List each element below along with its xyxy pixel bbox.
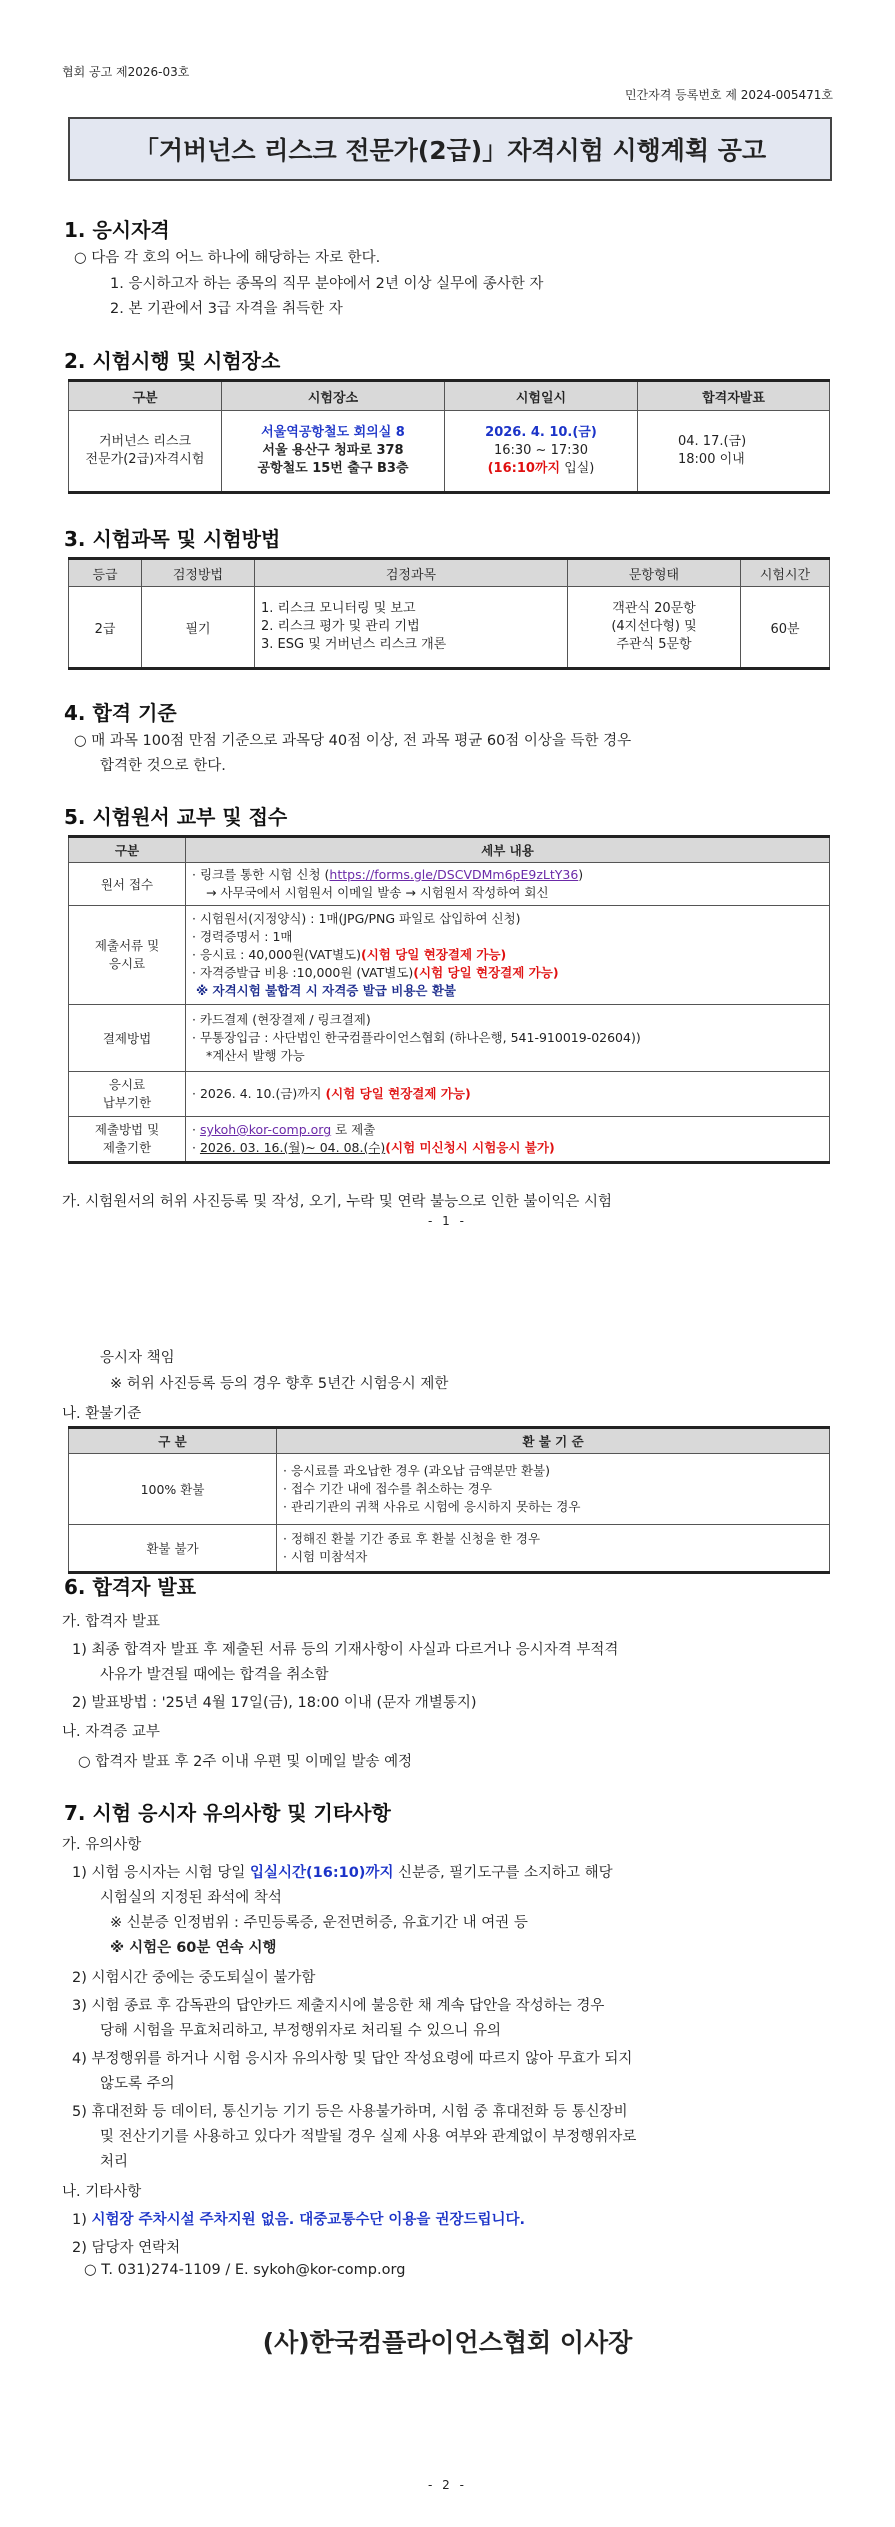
col-category: 구분 bbox=[69, 381, 222, 411]
registration-number: 민간자격 등록번호 제 2024-005471호 bbox=[624, 88, 833, 102]
sec7-i3-1: 3) 시험 종료 후 감독관의 답안카드 제출지시에 불응한 채 계속 답안을 작성하는 경우 bbox=[72, 1998, 605, 2014]
sec1-item-2: 2. 본 기관에서 3급 자격을 취득한 자 bbox=[110, 301, 343, 317]
sec6-b1: ○ 합격자 발표 후 2주 이내 우편 및 이메일 발송 예정 bbox=[78, 1754, 413, 1770]
sec7-i5-1: 5) 휴대전화 등 데이터, 통신기능 기기 등은 사용불가하며, 시험 중 휴대전화 등 통신장비 bbox=[72, 2104, 628, 2120]
section-5-heading: 5. 시험원서 교부 및 접수 bbox=[64, 805, 288, 829]
sec7-i4-2: 않도록 주의 bbox=[100, 2076, 175, 2092]
exam-category: 거버넌스 리스크 전문가(2급)자격시험 bbox=[69, 411, 222, 493]
section-2-heading: 2. 시험시행 및 시험장소 bbox=[64, 349, 281, 373]
exam-schedule-table bbox=[68, 379, 830, 494]
sec7-i2: 2) 시험시간 중에는 중도퇴실이 불가함 bbox=[72, 1970, 316, 1986]
section-1-heading: 1. 응시자격 bbox=[64, 218, 170, 242]
page-number-2: - 2 - bbox=[428, 2478, 467, 2492]
note-a-cont: 응시자 책임 bbox=[100, 1350, 175, 1366]
sec4-line-1: ○ 매 과목 100점 만점 기준으로 과목당 40점 이상, 전 과목 평균 60점 이상을 득한 경우 bbox=[74, 733, 632, 749]
col-app-category: 구분 bbox=[69, 837, 186, 863]
sec6-b: 나. 자격증 교부 bbox=[62, 1724, 160, 1740]
issuer-signature: (사)한국컴플라이언스협회 이사장 bbox=[262, 2328, 633, 2357]
sec7-contact: ○ T. 031)274-1109 / E. sykoh@kor-comp.org bbox=[84, 2262, 406, 2278]
sec6-a2: 2) 발표방법 : '25년 4월 17일(금), 18:00 이내 (문자 개별통지) bbox=[72, 1695, 477, 1711]
row-docs-label: 제출서류 및 응시료 bbox=[69, 906, 186, 1005]
notice-number: 협회 공고 제2026-03호 bbox=[62, 65, 190, 79]
col-format: 문항형태 bbox=[568, 559, 741, 587]
sec1-item-1: 1. 응시하고자 하는 종목의 직무 분야에서 2년 이상 실무에 종사한 자 bbox=[110, 276, 544, 292]
document-title: 「거버넌스 리스크 전문가(2급)」자격시험 시행계획 공고 bbox=[68, 117, 832, 181]
sec7-i5-2: 및 전산기기를 사용하고 있다가 적발될 경우 실제 사용 여부와 관계없이 부정행위자로 bbox=[100, 2129, 637, 2145]
row-deadline-label: 응시료 납부기한 bbox=[69, 1072, 186, 1117]
sec7-b2: 2) 담당자 연락처 bbox=[72, 2240, 181, 2256]
col-refund-criteria: 환 불 기 준 bbox=[277, 1428, 830, 1454]
duration-value: 60분 bbox=[741, 587, 830, 669]
row-apply-label: 원서 접수 bbox=[69, 863, 186, 906]
sec6-a1-2: 사유가 발견될 때에는 합격을 취소함 bbox=[100, 1667, 329, 1683]
sec7-duration-note: ※ 시험은 60분 연속 시행 bbox=[110, 1940, 277, 1956]
section-3-heading: 3. 시험과목 및 시험방법 bbox=[64, 527, 281, 551]
sec6-a1-1: 1) 최종 합격자 발표 후 제출된 서류 등의 기재사항이 사실과 다르거나 응시자격 부적격 bbox=[72, 1642, 619, 1658]
row-submit-label: 제출방법 및 제출기한 bbox=[69, 1117, 186, 1163]
row-deadline-detail: · 2026. 4. 10.(금)까지 (시험 당일 현장결제 가능) bbox=[186, 1072, 830, 1117]
refund-full-items: · 응시료를 과오납한 경우 (과오납 금액분만 환불) · 접수 기간 내에 접수를 취소하는 경우 · 관리기관의 귀책 사유로 시험에 응시하지 못하는 경우 bbox=[277, 1454, 830, 1525]
sec7-i4-1: 4) 부정행위를 하거나 시험 응시자 유의사항 및 답안 작성요령에 따르지 않아 무효가 되지 bbox=[72, 2051, 633, 2067]
sec7-b1: 1) 시험장 주차시설 주차지원 없음. 대중교통수단 이용을 권장드립니다. bbox=[72, 2212, 525, 2228]
col-method: 검정방법 bbox=[142, 559, 255, 587]
grade-value: 2급 bbox=[69, 587, 142, 669]
submit-email-link[interactable]: sykoh@kor-comp.org bbox=[199, 1122, 332, 1137]
note-a: 가. 시험원서의 허위 사진등록 및 작성, 오기, 누락 및 연락 불능으로 인한 불이익은 시험 bbox=[62, 1194, 612, 1210]
sec7-id-note: ※ 신분증 인정범위 : 주민등록증, 운전면허증, 유효기간 내 여권 등 bbox=[110, 1915, 528, 1931]
sec1-intro: ○ 다음 각 호의 어느 하나에 해당하는 자로 한다. bbox=[74, 250, 381, 266]
row-apply-detail: · 링크를 통한 시험 신청 (https://forms.gle/DSCVDMm6pE9zLtY36) → 사무국에서 시험원서 이메일 발송 → 시험원서 작성하여 회신 bbox=[186, 863, 830, 906]
col-subjects: 검정과목 bbox=[255, 559, 568, 587]
sec7-a: 가. 유의사항 bbox=[62, 1837, 142, 1853]
exam-place: 서울역공항철도 회의실 8 서울 용산구 청파로 378 공항철도 15번 출구 B3층 bbox=[222, 411, 445, 493]
page-number-1: - 1 - bbox=[428, 1214, 467, 1228]
col-datetime: 시험일시 bbox=[445, 381, 638, 411]
refund-full-label: 100% 환불 bbox=[69, 1454, 277, 1525]
sec4-line-2: 합격한 것으로 한다. bbox=[100, 758, 226, 774]
subjects-list: 1. 리스크 모니터링 및 보고 2. 리스크 평가 및 관리 기법 3. ESG 및 거버넌스 리스크 개론 bbox=[255, 587, 568, 669]
refund-heading: 나. 환불기준 bbox=[62, 1406, 142, 1422]
row-payment-label: 결제방법 bbox=[69, 1005, 186, 1072]
row-submit-detail: · sykoh@kor-comp.org 로 제출 · 2026. 03. 16.(월)~ 04. 08.(수)(시험 미신청시 시험응시 불가) bbox=[186, 1117, 830, 1163]
sec7-i1-cont: 시험실의 지정된 좌석에 착석 bbox=[100, 1890, 282, 1906]
row-docs-detail: · 시험원서(지정양식) : 1매(JPG/PNG 파일로 삽입하여 신청) · 경력증명서 : 1매 · 응시료 : 40,000원(VAT별도)(시험 당일 현장결제 가능) · 자격증발급 비용 :10,000원 (VAT별도)(시험 당일 현장결제 가능) ※ 자격시험 불합격 시 자격증 발급 비용은 환불 bbox=[186, 906, 830, 1005]
section-4-heading: 4. 합격 기준 bbox=[64, 701, 177, 725]
method-value: 필기 bbox=[142, 587, 255, 669]
refund-none-label: 환불 불가 bbox=[69, 1525, 277, 1573]
exam-subjects-table bbox=[68, 557, 830, 670]
col-duration: 시험시간 bbox=[741, 559, 830, 587]
sec7-i3-2: 당해 시험을 무효처리하고, 부정행위자로 처리될 수 있으니 유의 bbox=[100, 2023, 502, 2039]
col-grade: 등급 bbox=[69, 559, 142, 587]
exam-datetime: 2026. 4. 10.(금) 16:30 ~ 17:30 (16:10까지 입실) bbox=[445, 411, 638, 493]
section-7-heading: 7. 시험 응시자 유의사항 및 기타사항 bbox=[64, 1801, 391, 1825]
col-announce: 합격자발표 bbox=[638, 381, 830, 411]
apply-link[interactable]: https://forms.gle/DSCVDMm6pE9zLtY36 bbox=[329, 867, 579, 882]
sec7-i5-3: 처리 bbox=[100, 2154, 129, 2170]
col-app-detail: 세부 내용 bbox=[186, 837, 830, 863]
section-6-heading: 6. 합격자 발표 bbox=[64, 1575, 197, 1599]
sec6-a: 가. 합격자 발표 bbox=[62, 1614, 160, 1630]
application-table bbox=[68, 835, 830, 1164]
refund-none-items: · 정해진 환불 기간 종료 후 환불 신청을 한 경우 · 시험 미참석자 bbox=[277, 1525, 830, 1573]
sec7-i1: 1) 시험 응시자는 시험 당일 입실시간(16:10)까지 신분증, 필기도구를 소지하고 해당 bbox=[72, 1865, 613, 1881]
announce-date: 04. 17.(금) 18:00 이내 bbox=[638, 411, 830, 493]
col-refund-type: 구 분 bbox=[69, 1428, 277, 1454]
format-value: 객관식 20문항 (4지선다형) 및 주관식 5문항 bbox=[568, 587, 741, 669]
col-place: 시험장소 bbox=[222, 381, 445, 411]
sec7-b: 나. 기타사항 bbox=[62, 2184, 142, 2200]
refund-table bbox=[68, 1426, 830, 1574]
note-a-warning: ※ 허위 사진등록 등의 경우 향후 5년간 시험응시 제한 bbox=[110, 1376, 449, 1392]
row-payment-detail: · 카드결제 (현장결제 / 링크결제) · 무통장입금 : 사단법인 한국컴플라이언스협회 (하나은행, 541-910019-02604)) *계산서 발행 가능 bbox=[186, 1005, 830, 1072]
